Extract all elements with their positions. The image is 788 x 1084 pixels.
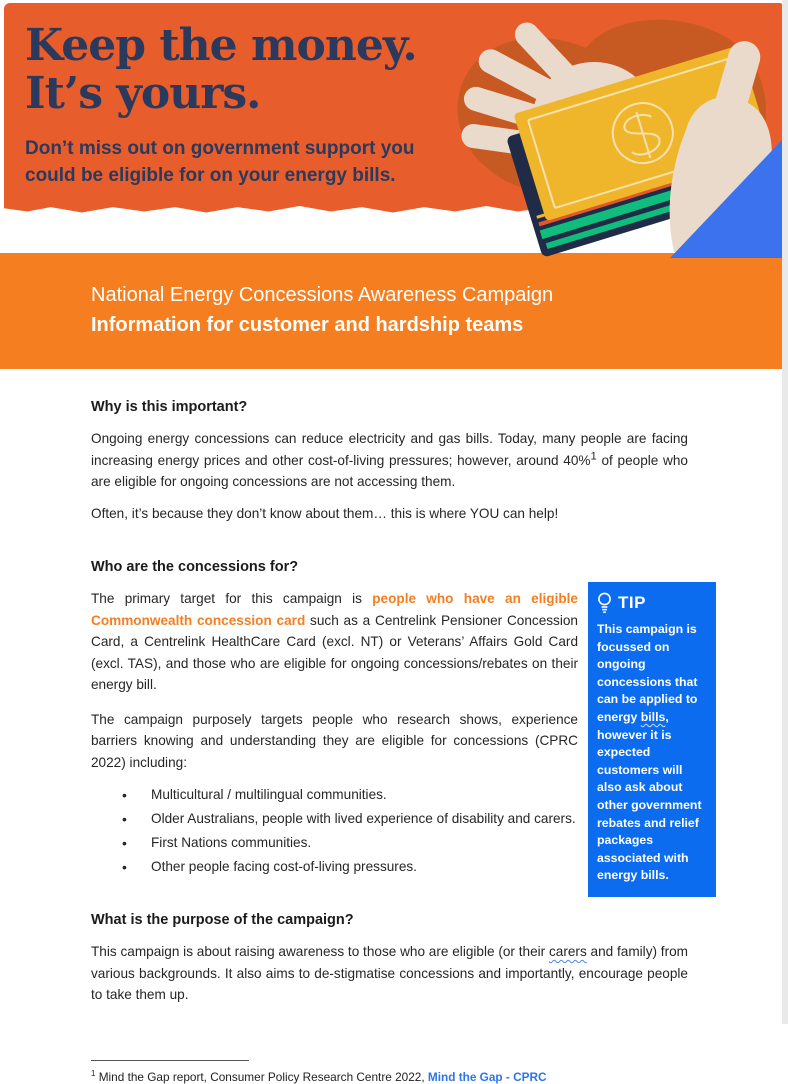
tip-box xyxy=(588,582,716,897)
target-groups-list xyxy=(91,783,578,879)
hero-heading-line2: It’s yours. xyxy=(25,68,261,120)
hero-text-block xyxy=(25,22,417,189)
bullet-item: • Other people facing cost-of-living pressures. xyxy=(91,855,578,879)
purpose-paragraph: This campaign is about raising awareness to those who are eligible (or their carers and family) from various backgrounds. It also aims to de-stigmatise concessions and importantly, encourage people to take them up. xyxy=(91,944,688,1002)
hero-subtext xyxy=(25,135,417,189)
lightbulb-icon xyxy=(597,592,612,614)
who-paragraph-2: The campaign purposely targets people who research shows, experience barriers knowing and understanding they are eligible for concessions (CPRC 2022) including: xyxy=(91,711,578,770)
grammar-marked-word: carers xyxy=(548,944,587,959)
footnote-ref-superscript: 1 xyxy=(590,449,597,462)
money-in-hand-illustration xyxy=(424,0,782,258)
section-heading-why: Why is this important? xyxy=(91,399,248,415)
footnote-area xyxy=(91,1060,688,1084)
footnote-link[interactable]: Mind the Gap - CPRC xyxy=(427,1069,547,1084)
why-paragraph-2: Often, it’s because they don’t know about them… this is where YOU can help! xyxy=(91,505,559,521)
hero-banner xyxy=(0,0,788,253)
campaign-audience-title: Information for customer and hardship teams xyxy=(91,314,524,336)
footnote-text: $^1$ Mind the Gap report, Consumer Policy Research Centre 2022, Mind the Gap - CPRC xyxy=(91,1068,547,1084)
campaign-name: National Energy Concessions Awareness Campaign xyxy=(91,284,554,306)
hero-subtext-line1: Don’t miss out on government support you xyxy=(25,137,415,159)
tip-text: This campaign is focussed on ongoing concessions that can be applied to energy bills, however it is expected customers will also ask about other government rebates and relief packages associated with energy bills. xyxy=(597,622,702,883)
footnote-separator xyxy=(91,1060,249,1061)
section-heading-who: Who are the concessions for? xyxy=(91,559,299,575)
section-heading-purpose: What is the purpose of the campaign? xyxy=(91,912,354,928)
tip-label: TIP xyxy=(618,593,646,612)
bullet-item: • Older Australians, people with lived experience of disability and carers. xyxy=(91,807,578,831)
why-paragraph-1: Ongoing energy concessions can reduce electricity and gas bills. Today, many people are facing increasing energy prices and other cost-of-living pressures; however, around 40%$^1$ of people who are eligible for ongoing concessions are not accessing them. xyxy=(91,431,688,489)
hero-heading xyxy=(25,22,417,119)
spellcheck-marked-word: bills xyxy=(640,709,666,724)
bullet-item: • First Nations communities. xyxy=(91,831,578,855)
campaign-title-band xyxy=(0,253,788,369)
highlighted-target-audience: people who have an eligible Commonwealth concession card xyxy=(91,591,578,628)
tip-header xyxy=(597,592,707,614)
why-important-section xyxy=(91,399,688,524)
hero-heading-line1: Keep the money. xyxy=(25,20,417,71)
who-paragraph-1: The primary target for this campaign is people who have an eligible Commonwealth concession card such as a Centrelink Pensioner Concession Card, a Centrelink HealthCare Card (excl. NT) or Veterans’ Affairs Gold Card (excl. TAS), and those who are eligible for ongoing concessions/rebates on their energy bill. xyxy=(91,591,578,692)
purpose-section xyxy=(91,912,688,1006)
scrollbar[interactable] xyxy=(782,0,788,1024)
hero-subtext-line2: could be eligible for on your energy bills. xyxy=(25,164,396,186)
bullet-item: • Multicultural / multilingual communities. xyxy=(91,783,578,807)
